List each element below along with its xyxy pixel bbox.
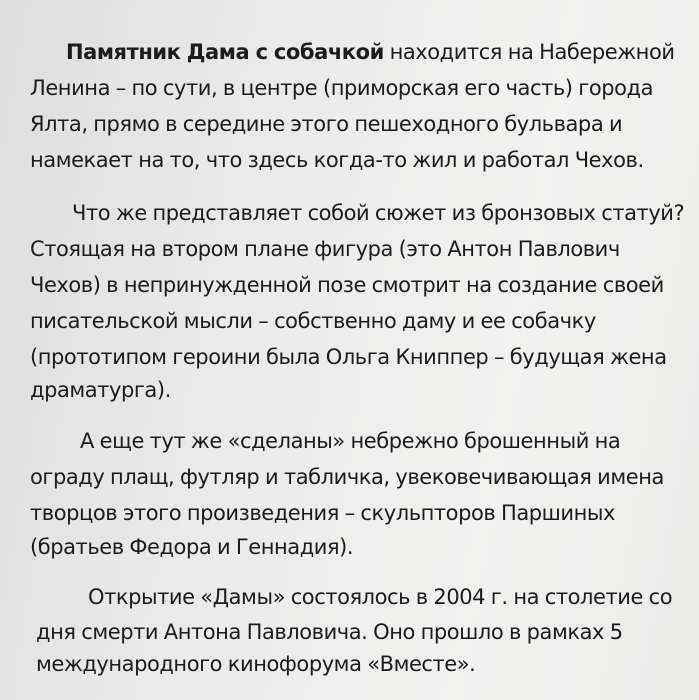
- text-line: ограду плащ, футляр и табличка, увековечивающая имена: [30, 465, 664, 489]
- text-line: Стоящая на втором плане фигура (это Антон Павлович: [30, 237, 620, 261]
- text-line: драматурга).: [30, 378, 171, 402]
- text-line: Открытие «Дамы» состоялось в 2004 г. на столетие со: [88, 585, 673, 609]
- text-line: [66, 38, 675, 66]
- text-line: международного кинофорума «Вместе».: [36, 652, 476, 676]
- text-line: творцов этого произведения – скульпторов Паршиных: [30, 501, 616, 525]
- text-line: Чехов) в непринужденной позе смотрит на создание своей: [30, 273, 664, 297]
- text-line: дня смерти Антона Павловича. Оно прошло в рамках 5: [36, 620, 623, 644]
- text-line: А еще тут же «сделаны» небрежно брошенный на: [80, 429, 621, 453]
- monument-name: Памятник Дама с собачкой: [66, 40, 384, 64]
- text-line: писательской мысли – собственно даму и ее собачку: [30, 309, 596, 333]
- text-line: (братьев Федора и Геннадия).: [30, 535, 354, 559]
- text-line: намекает на то, что здесь когда-то жил и работал Чехов.: [30, 148, 644, 172]
- text-line: Ялта, прямо в середине этого пешеходного бульвара и: [30, 112, 623, 136]
- text-line: (прототипом героини была Ольга Книппер – будущая жена: [30, 345, 667, 369]
- text-line: Что же представляет собой сюжет из бронзовых статуй?: [72, 201, 685, 225]
- line-text: находится на Набережной: [383, 40, 675, 64]
- text-line: Ленина – по сути, в центре (приморская его часть) города: [30, 76, 654, 100]
